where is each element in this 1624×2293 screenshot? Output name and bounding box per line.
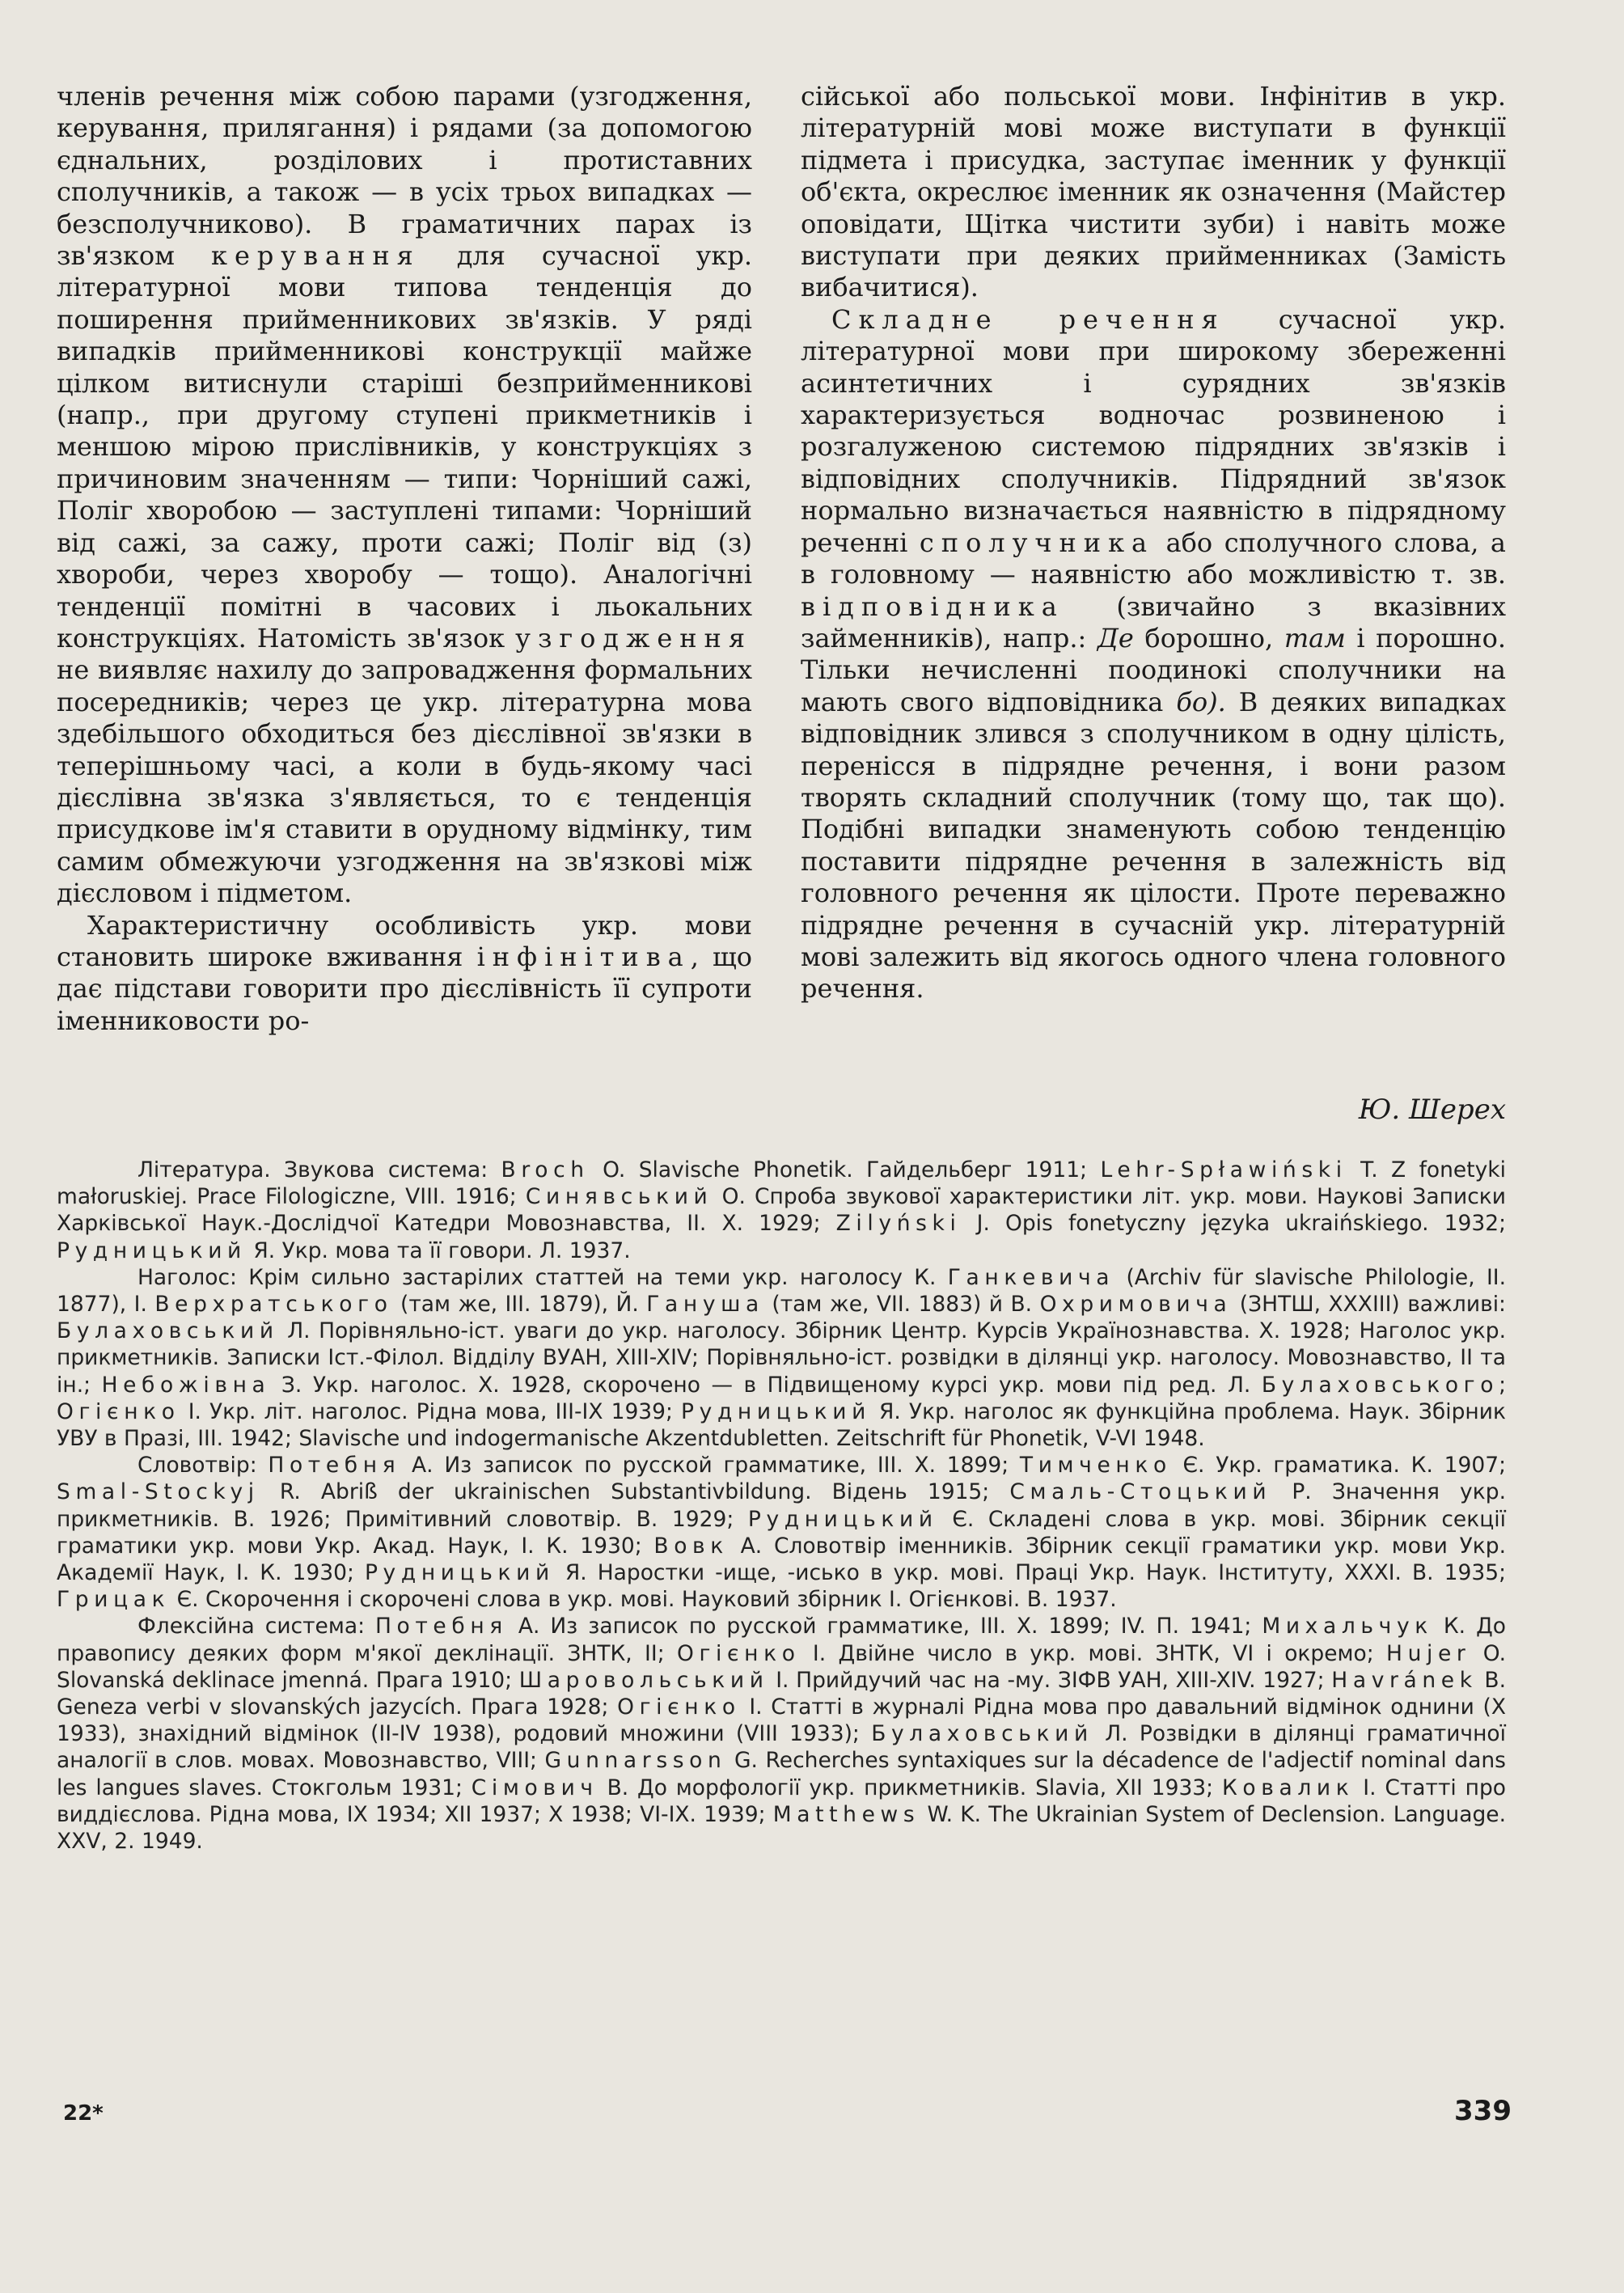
references-inflection: Флексійна система: Потебня А. Из записок по русской грамматике, III. Х. 1899; IV. П. 1941; Михальчук К. До правопису деяких форм м'якої деклінації. ЗНТК, II; Огієнко І. Двійне число в укр. мові. ЗНТК, VI і окремо; Hujer O. Slovanská deklinace jmenná. Прага 1910; Шаровольський І. Прийдучий час на -му. ЗІФВ УАН, XIII-XIV. 1927; Havránek B. Geneza verbi v slovanských jazycích. Прага 1928; Огієнко І. Статті в журналі Рідна мова про давальний відмінок однини (X 1933), знахідний відмінок (II-IV 1938), родовий множини (VIII 1933); Булаховський Л. Розвідки в ділянці граматичної аналогії в слов. мовах. Мовознавство, VIII; Gunnarsson G. Recherches syntaxiques sur la décadence de l'adjectif nominal dans les langues slaves. Стокгольм 1931; Сімович В. До морфології укр. прикметників. Slavia, XII 1933; Ковалик І. Статті про виддієслова. Рідна мова, IX 1934; XII 1937; X 1938; VI-IX. 1939; Matthews W. K. The Ukrainian System of Declension. Language. XXV, 2. 1949. bbox=[57, 1614, 1506, 1855]
right-paragraph-1: сійської або польської мови. Інфінітив в укр. літературній мові може виступати в функції підмета і присудка, заступає іменник у функції об'єкта, окреслює іменник як означення (Майстер оповідати, Щітка чистити зуби) і навіть може виступати при деяких прийменниках (Замість вибачитися). bbox=[801, 81, 1506, 303]
references-accent: Наголос: Крім сильно застарілих статтей на теми укр. наголосу К. Ганкевича (Archiv für slavische Philologie, II. 1877), І. Верхратського (там же, III. 1879), Й. Гануша (там же, VII. 1883) й В. Охримовича (ЗНТШ, XXXIII) важливі: Булаховський Л. Порівняльно-іст. уваги до укр. наголосу. Збірник Центр. Курсів Українознавства. Х. 1928; Наголос укр. прикметників. Записки Іст.-Філол. Відділу ВУАН, XIII-XIV; Порівняльно-іст. розвідки в ділянці укр. наголосу. Мовознавство, II та ін.; Небожівна З. Укр. наголос. Х. 1928, скорочено — в Підвищеному курсі укр. мови під ред. Л. Булаховського; Огієнко І. Укр. літ. наголос. Рідна мова, III-IX 1939; Рудницький Я. Укр. наголос як функційна проблема. Наук. Збірник УВУ в Празі, III. 1942; Slavische und indogermanische Akzentdubletten. Zeitschrift für Phonetik, V-VI 1948. bbox=[57, 1264, 1507, 1452]
signature-mark: 22* bbox=[63, 2101, 104, 2126]
spaced-term: Складне речення bbox=[831, 303, 1225, 335]
right-paragraph-2: Складне речення сучасної укр. літературної мови при широкому збереженні асинтетичних і сурядних зв'язків характеризується водночас розвиненою і розгалуженою системою підрядних зв'язків і відповідних сполучників. Підрядний зв'язок нормально визначається наявністю в підрядному реченні сполучника або сполучного слова, а в головному — наявністю або можливістю т. зв. відповідника (звичайно з вказівних займенників), напр.: Де борошно, там і порошно. Тільки нечисленні поодинокі сполучники на мають свого відповідника бо). В деяких випадках відповідник злився з сполучником в одну цілість, перенісся в підрядне речення, і вони разом творять складний сполучник (тому що, так що). Подібні випадки знаменують собою тенденцію поставити підрядне речення в залежність від головного речення як цілости. Проте переважно підрядне речення в сучасній укр. літературній мові залежить від якогось одного члена головного речення. bbox=[801, 303, 1507, 1005]
section-heading: Словотвір: bbox=[137, 1453, 269, 1479]
references-sound-system: Література. Звукова система: Broch O. Slavische Phonetik. Гайдельберг 1911; Lehr-Spławiński T. Z fonetyki małoruskiej. Prace Filologiczne, VIII. 1916; Синявський О. Спроба звукової характеристики літ. укр. мови. Наукові Записки Харківської Наук.-Дослідчої Катедри Мовознавства, II. Х. 1929; Zilyński J. Opis fonetyczny języka ukraińskiego. 1932; Рудницький Я. Укр. мова та її говори. Л. 1937. bbox=[57, 1157, 1506, 1263]
right-column bbox=[801, 81, 1506, 1005]
spaced-term: інфінітива bbox=[476, 941, 691, 972]
left-paragraph-1: членів речення між собою парами (узгодження, керування, прилягання) і рядами (за допомогою єднальних, розділових і протиставних сполучників, а також — в усіх трьох випадках — безсполучниково). В граматичних парах із зв'язком керування для сучасної укр. літературної мови типова тенденція до поширення прийменникових зв'язків. У ряді випадків прийменникові конструкції майже цілком витиснули старіші безприйменникові (напр., при другому ступені прикметників і меншою мірою прислівників, у конструкціях з причиновим значенням — типи: Чорніший сажі, Поліг хворобою — заступлені типами: Чорніший від сажі, за сажу, проти сажі; Поліг від (з) хвороби, через хворобу — тощо). Аналогічні тенденції помітні в часових і льокальних конструкціях. Натомість зв'язок узгодження не виявляє нахилу до запровадження формальних посередників; через це укр. літературна мова здебільшого обходиться без дієслівної зв'язки в теперішньому часі, а коли в будь-якому часі дієслівна зв'язка з'являється, то є тенденція присудкове ім'я ставити в орудному відмінку, тим самим обмежуючи узгодження на зв'язкові між дієсловом і підметом. bbox=[57, 81, 753, 909]
left-column bbox=[57, 81, 752, 1037]
spaced-term: відповідника bbox=[801, 590, 1064, 622]
section-heading: Література. Звукова система: bbox=[137, 1157, 501, 1182]
section-heading: Наголос: bbox=[137, 1264, 249, 1290]
italic-word: бо). bbox=[1176, 686, 1226, 717]
page-number: 339 bbox=[1454, 2095, 1512, 2127]
references-word-formation: Словотвір: Потебня А. Из записок по русской грамматике, III. Х. 1899; Тимченко Є. Укр. граматика. К. 1907; Smal-Stockyj R. Abriß der ukrainischen Substantivbildung. Відень 1915; Смаль-Стоцький Р. Значення укр. прикметників. В. 1926; Примітивний словотвір. В. 1929; Рудницький Є. Складені слова в укр. мові. Збірник секції граматики укр. мови Укр. Акад. Наук, I. К. 1930; Вовк А. Словотвір іменників. Збірник секції граматики укр. мови Укр. Академії Наук, I. К. 1930; Рудницький Я. Наростки -ище, -исько в укр. мові. Праці Укр. Наук. Інституту, XXXI. В. 1935; Грицак Є. Скорочення і скорочені слова в укр. мові. Науковий збірник І. Огієнкові. В. 1937. bbox=[57, 1453, 1507, 1613]
spaced-term: узгодження bbox=[515, 622, 752, 654]
references bbox=[57, 1157, 1506, 1855]
italic-word: Де bbox=[1097, 622, 1134, 654]
author-signature: Ю. Шерех bbox=[1358, 1094, 1506, 1126]
spaced-term: керування bbox=[210, 240, 421, 272]
section-heading: Флексійна система: bbox=[137, 1614, 375, 1639]
spaced-term: сполучника bbox=[919, 527, 1155, 558]
italic-word: там bbox=[1284, 622, 1346, 654]
left-paragraph-2: Характеристичну особливість укр. мови становить широке вживання інфінітива, що дає підстави говорити про дієслівність її супроти іменниковости ро- bbox=[57, 909, 753, 1036]
